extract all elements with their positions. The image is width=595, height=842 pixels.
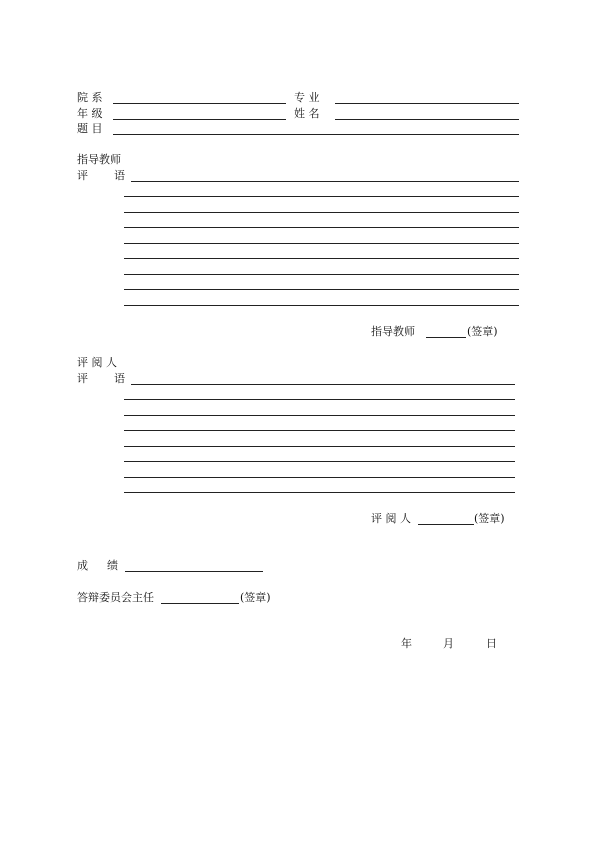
advisor-sign-label: 指导教师 [371, 325, 415, 338]
advisor-comment-line[interactable] [124, 227, 519, 228]
reviewer-comment-line[interactable] [131, 384, 515, 385]
advisor-signature-field[interactable] [426, 337, 466, 338]
major-field[interactable] [335, 103, 519, 104]
reviewer-comment-line[interactable] [124, 415, 515, 416]
topic-label: 题 目 [77, 122, 103, 135]
reviewer-comment-line[interactable] [124, 477, 515, 478]
reviewer-comment-line[interactable] [124, 461, 515, 462]
advisor-comment-label-a: 评 [77, 169, 88, 182]
department-label: 院 系 [77, 91, 103, 104]
advisor-comment-line[interactable] [124, 289, 519, 290]
advisor-comment-line[interactable] [124, 258, 519, 259]
advisor-comment-line[interactable] [124, 274, 519, 275]
reviewer-comment-line[interactable] [124, 446, 515, 447]
grade-label-a: 成 [77, 559, 88, 572]
date-day-label: 日 [486, 637, 497, 650]
reviewer-comment-line[interactable] [124, 430, 515, 431]
reviewer-seal-label: (签章) [474, 512, 505, 525]
advisor-comment-line[interactable] [124, 196, 519, 197]
reviewer-section-title: 评 阅 人 [77, 356, 117, 369]
committee-seal-label: (签章) [240, 591, 271, 604]
date-month-label: 月 [443, 637, 454, 650]
name-field[interactable] [335, 119, 519, 120]
grade-year-label: 年 级 [77, 107, 103, 120]
reviewer-comment-label-a: 评 [77, 372, 88, 385]
committee-chair-label: 答辩委员会主任 [77, 591, 154, 604]
advisor-seal-label: (签章) [467, 325, 498, 338]
advisor-comment-line[interactable] [131, 181, 519, 182]
advisor-comment-line[interactable] [124, 212, 519, 213]
reviewer-signature-field[interactable] [418, 524, 474, 525]
department-field[interactable] [113, 103, 286, 104]
advisor-section-title: 指导教师 [77, 153, 121, 166]
advisor-comment-label-b: 语 [114, 169, 125, 182]
advisor-comment-line[interactable] [124, 305, 519, 306]
grade-label-b: 绩 [107, 559, 118, 572]
reviewer-comment-line[interactable] [124, 399, 515, 400]
reviewer-comment-line[interactable] [124, 492, 515, 493]
grade-field[interactable] [125, 571, 263, 572]
topic-field[interactable] [113, 134, 519, 135]
advisor-comment-line[interactable] [124, 243, 519, 244]
reviewer-sign-label: 评 阅 人 [371, 512, 411, 525]
committee-chair-signature-field[interactable] [161, 603, 239, 604]
grade-year-field[interactable] [113, 119, 286, 120]
name-label: 姓 名 [294, 107, 320, 120]
reviewer-comment-label-b: 语 [114, 372, 125, 385]
major-label: 专 业 [294, 91, 320, 104]
date-year-label: 年 [401, 637, 412, 650]
